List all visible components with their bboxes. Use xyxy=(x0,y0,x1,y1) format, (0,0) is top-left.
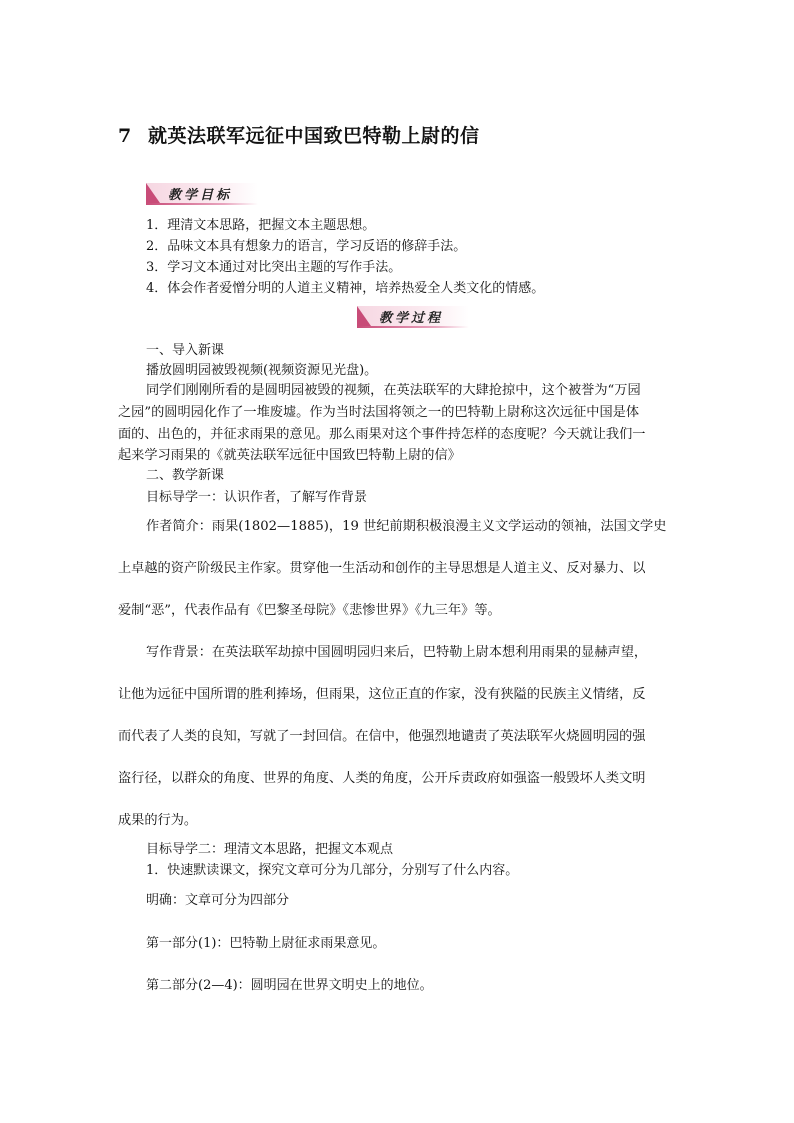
author-line: 爱制“恶”，代表作品有《巴黎圣母院》《悲惨世界》《九三年》等。 xyxy=(118,603,501,618)
part-line: 第二部分(2—4)：圆明园在世界文明史上的地位。 xyxy=(146,978,433,993)
intro-line: 之园”的圆明园化作了一堆废墟。作为当时法国将领之一的巴特勒上尉称这次远征中国是体 xyxy=(118,405,640,420)
process-banner-label: 教学过程 xyxy=(379,311,444,326)
background-line: 盗行径，以群众的角度、世界的角度、人类的角度，公开斥责政府如强盗一般毁坏人类文明 xyxy=(118,771,646,786)
intro-line: 起来学习雨果的《就英法联军远征中国致巴特勒上尉的信》 xyxy=(118,448,461,463)
target-heading: 目标导学一：认识作者，了解写作背景 xyxy=(146,490,368,505)
goals-banner-label: 教学目标 xyxy=(168,188,233,203)
section-heading: 二、教学新课 xyxy=(146,468,225,483)
clarify-line: 明确：文章可分为四部分 xyxy=(146,893,290,908)
background-line: 写作背景：在英法联军劫掠中国圆明园归来后，巴特勒上尉本想利用雨果的显赫声望， xyxy=(146,645,648,660)
goal-item: 1．理清文本思路，把握文本主题思想。 xyxy=(146,218,376,233)
background-line: 而代表了人类的良知，写就了一封回信。在信中，他强烈地谴责了英法联军火烧圆明园的强 xyxy=(118,729,646,744)
section-heading: 一、导入新课 xyxy=(146,343,225,358)
process-banner xyxy=(357,306,469,326)
intro-line: 同学们刚刚所看的是圆明园被毁的视频，在英法联军的大肆抢掠中，这个被誉为“万园 xyxy=(146,383,641,398)
goal-item: 4．体会作者爱憎分明的人道主义精神，培养热爱全人类文化的情感。 xyxy=(146,281,545,296)
goal-item: 2．品味文本具有想象力的语言，学习反语的修辞手法。 xyxy=(146,239,467,254)
video-line: 播放圆明园被毁视频(视频资源见光盘)。 xyxy=(146,363,378,378)
task-line: 1．快速默读课文，探究文章可分为几部分，分别写了什么内容。 xyxy=(146,863,519,878)
author-line: 作者简介：雨果(1802—1885)，19 世纪前期积极浪漫主义文学运动的领袖，法国文学史 xyxy=(146,519,667,534)
goals-banner xyxy=(146,183,258,203)
background-line: 让他为远征中国所谓的胜利捧场，但雨果，这位正直的作家，没有狭隘的民族主义情绪，反 xyxy=(118,687,646,702)
background-line: 成果的行为。 xyxy=(118,813,198,828)
goal-item: 3．学习文本通过对比突出主题的写作手法。 xyxy=(146,260,402,275)
page-title xyxy=(118,121,480,148)
target-heading: 目标导学二：理清文本思路，把握文本观点 xyxy=(146,842,394,857)
intro-line: 面的、出色的，并征求雨果的意见。那么雨果对这个事件持怎样的态度呢？今天就让我们一 xyxy=(118,427,646,442)
lesson-number: 7 xyxy=(118,125,132,147)
lesson-title-text: 就英法联军远征中国致巴特勒上尉的信 xyxy=(148,125,480,147)
part-line: 第一部分(1)：巴特勒上尉征求雨果意见。 xyxy=(146,936,386,951)
author-line: 上卓越的资产阶级民主作家。贯穿他一生活动和创作的主导思想是人道主义、反对暴力、以 xyxy=(118,561,646,576)
